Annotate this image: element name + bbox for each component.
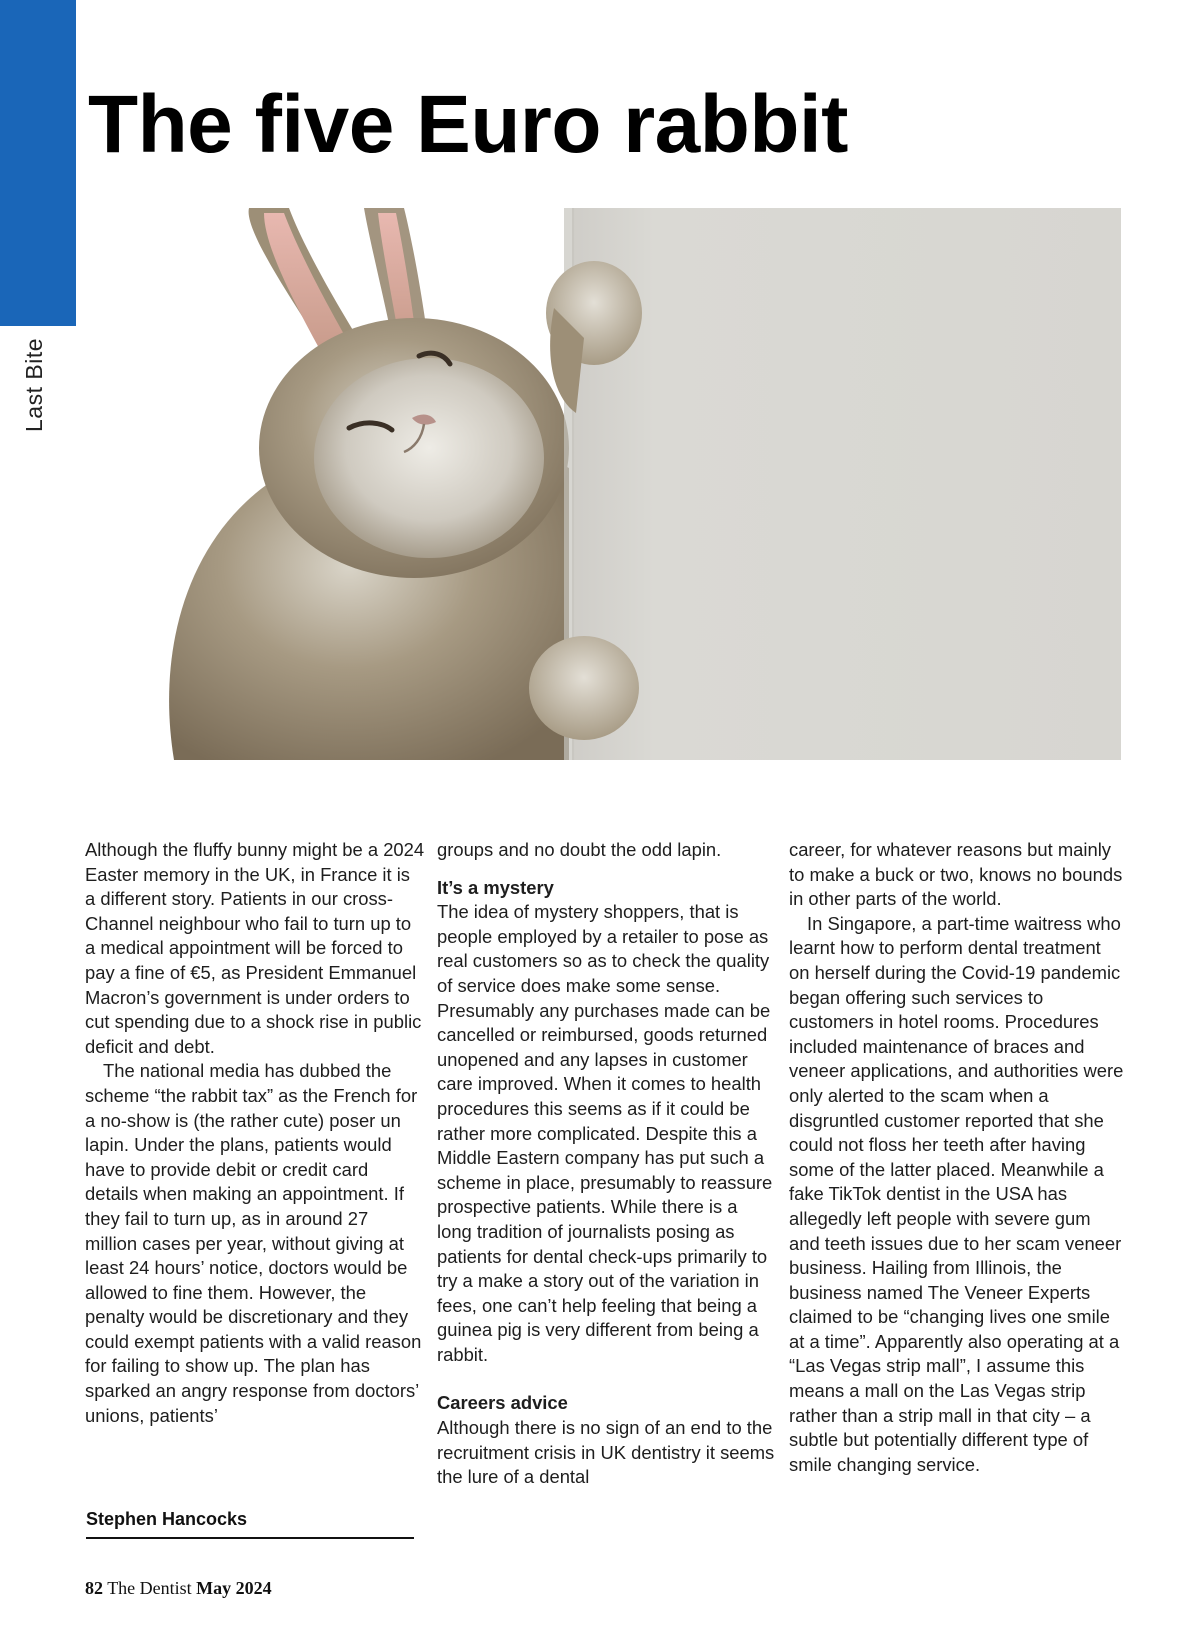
subheading: It’s a mystery	[437, 876, 554, 898]
section-color-bar	[0, 0, 76, 326]
paragraph: Although the fluffy bunny might be a 2024 Easter memory in the UK, in France it is a different story. Patients in our cross-Channel neighbour who fail to turn up to a medical appointment will be forced to pay a fine of €5, as President Emmanuel Macron’s government is under orders to cut spending due to a shock rise in public deficit and debt.	[85, 839, 425, 1057]
section-label: Last Bite	[21, 338, 47, 432]
paragraph: In Singapore, a part-time waitress who learnt how to perform dental treatment on herself during the Covid-19 pandemic began offering such services to customers in hotel rooms. Procedures included maintenance of braces and veneer applications, and authorities were only alerted to the scam when a disgruntled customer reported that she could not floss her teeth after having some of the latter placed. Meanwhile a fake TikTok dentist in the USA has allegedly left people with severe gum and teeth issues due to her scam veneer business. Hailing from Illinois, the business named The Veneer Experts claimed to be “changing lives one smile at a time”. Apparently also operating at a “Las Vegas strip mall”, I assume this means a mall on the Las Vegas strip rather than a strip mall in that city – a subtle but potentially different type of smile changing service.	[789, 912, 1124, 1475]
paragraph: career, for whatever reasons but mainly to make a buck or two, knows no bounds in other parts of the world.	[789, 839, 1123, 910]
rabbit-photo	[114, 208, 1121, 760]
paragraph: Although there is no sign of an end to the recruitment crisis in UK dentistry it seems the lure of a dental	[437, 1417, 775, 1488]
page-number: 82	[85, 1578, 103, 1598]
page-footer	[85, 1578, 272, 1599]
paragraph: groups and no doubt the odd lapin.	[437, 839, 722, 860]
article-headline: The five Euro rabbit	[88, 79, 848, 170]
subheading: Careers advice	[437, 1392, 568, 1414]
paragraph: The national media has dubbed the scheme “the rabbit tax” as the French for a no-show is (the rather cute) poser un lapin. Under the plans, patients would have to provide debit or credit card details when making an appointment. If they fail to turn up, as in around 27 million cases per year, without giving at least 24 hours’ notice, doctors would be allowed to fine them. However, the penalty would be discretionary and they could exempt patients with a valid reason for failing to show up. The plan has sparked an angry response from doctors’ unions, patients’	[85, 1060, 422, 1426]
article-column-3	[789, 838, 1125, 1477]
issue-date: May 2024	[196, 1578, 272, 1598]
author-byline: Stephen Hancocks	[86, 1509, 414, 1539]
article-column-1	[85, 838, 425, 1428]
paragraph: The idea of mystery shoppers, that is people employed by a retailer to pose as real customers so as to check the quality of service does make some sense. Presumably any purchases made can be cancelled or reimbursed, goods returned unopened and any lapses in customer care improved. When it comes to health procedures this seems as if it could be rather more complicated. Despite this a Middle Eastern company has put such a scheme in place, presumably to reassure prospective patients. While there is a long tradition of journalists posing as patients for dental check-ups primarily to try a make a story out of the variation in fees, one can’t help feeling that being a guinea pig is very different from being a rabbit.	[437, 901, 773, 1365]
publication-name: The Dentist	[107, 1578, 192, 1598]
article-column-2	[437, 838, 777, 1490]
